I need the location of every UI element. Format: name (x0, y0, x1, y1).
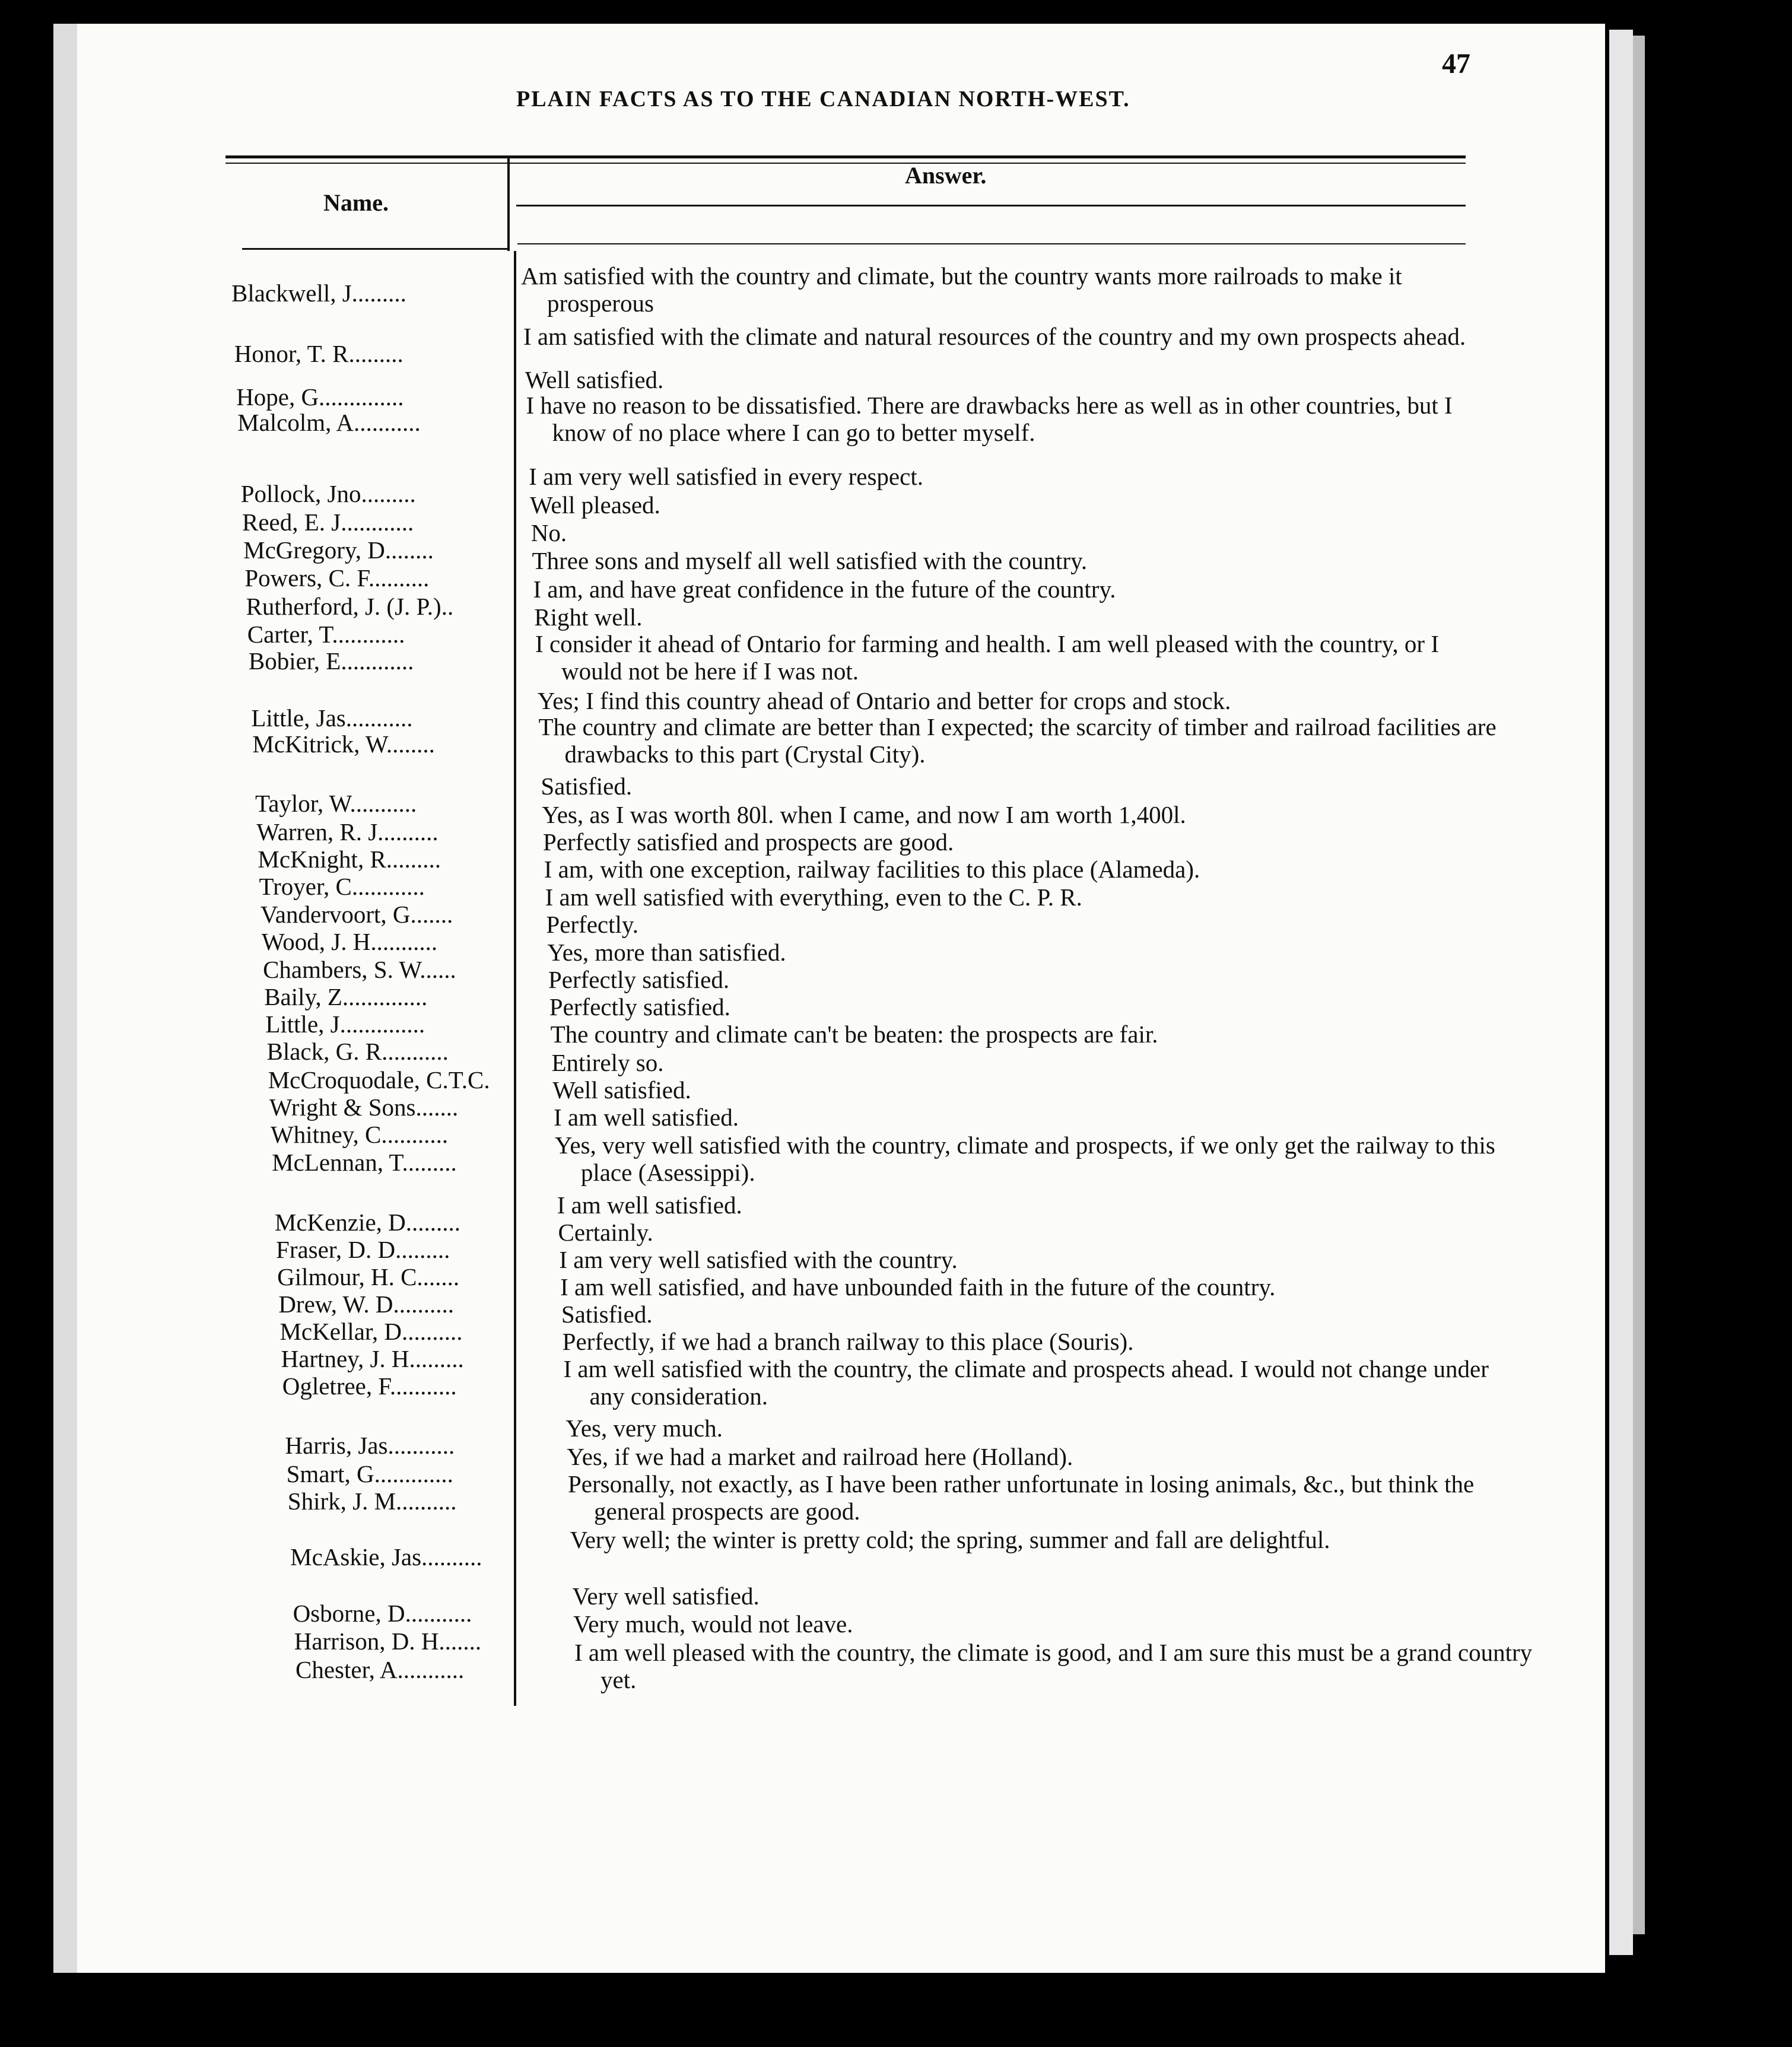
respondent-answer: Perfectly satisfied. (549, 993, 730, 1021)
respondent-name: Carter, T............ (247, 621, 405, 648)
respondent-answer: Certainly. (558, 1219, 653, 1246)
respondent-answer: I am well satisfied. (554, 1104, 739, 1131)
respondent-answer: Perfectly satisfied. (548, 966, 730, 993)
respondent-answer: I consider it ahead of Ontario for farming and health. I am well pleased with the country, or I would not be here if I was not. (535, 630, 1439, 685)
respondent-name: Little, Jas........... (251, 704, 413, 732)
respondent-answer: I am, with one exception, railway facilities to this place (Alameda). (544, 856, 1200, 883)
respondent-name: McGregory, D........ (243, 536, 434, 564)
respondent-name: Hartney, J. H......... (281, 1345, 464, 1372)
respondent-answer: Well pleased. (529, 491, 660, 519)
respondent-name: Blackwell, J......... (231, 279, 406, 307)
respondent-name: McKnight, R......... (258, 846, 441, 873)
respondent-answer: I am well satisfied, and have unbounded faith in the future of the country. (560, 1273, 1276, 1301)
respondent-answer: Personally, not exactly, as I have been rather unfortunate in losing animals, &c., but think the general prospects are good. (567, 1470, 1475, 1525)
respondent-answer: Am satisfied with the country and climate, but the country wants more railroads to make it prosperous (521, 262, 1402, 317)
respondent-name: Smart, G............. (286, 1460, 453, 1487)
respondent-name: Bobier, E............ (248, 647, 414, 675)
respondent-answer: I am satisfied with the climate and natural resources of the country and my own prospects ahead. (523, 323, 1466, 350)
answer-column-header: Answer. (905, 162, 987, 189)
respondent-name: Black, G. R........... (266, 1038, 449, 1065)
respondent-answer: No. (530, 519, 567, 546)
respondent-name: Reed, E. J............ (242, 508, 414, 536)
respondent-name: Powers, C. F.......... (244, 564, 430, 592)
respondent-name: Vandervoort, G....... (260, 901, 453, 928)
respondent-name: Drew, W. D.......... (278, 1290, 455, 1318)
respondent-answer: Very well satisfied. (572, 1582, 760, 1610)
respondent-name: Wood, J. H........... (261, 928, 438, 955)
respondent-answer: I am well pleased with the country, the climate is good, and I am sure this must be a grand country yet. (574, 1639, 1533, 1693)
respondent-answer: Perfectly, if we had a branch railway to this place (Souris). (562, 1328, 1134, 1355)
respondent-answer: Well satisfied. (552, 1076, 691, 1104)
respondent-answer: Entirely so. (551, 1049, 664, 1076)
respondent-answer: Yes, as I was worth 80l. when I came, and now I am worth 1,400l. (542, 801, 1186, 828)
respondent-name: Honor, T. R......... (234, 340, 403, 367)
respondent-answer: The country and climate are better than I expected; the scarcity of timber and railroad facilities are drawbacks to this part (Crystal City). (538, 713, 1496, 768)
respondent-name: Warren, R. J.......... (256, 818, 439, 846)
respondent-answer: I am well satisfied with the country, the climate and prospects ahead. I would not change under any consideration. (563, 1355, 1489, 1410)
page-number: 47 (1442, 48, 1470, 80)
respondent-name: McCroquodale, C.T.C. (268, 1066, 490, 1094)
respondent-name: McKellar, D.......... (279, 1318, 463, 1345)
respondent-name: Baily, Z.............. (264, 983, 428, 1010)
respondent-name: Troyer, C............ (259, 873, 425, 900)
respondent-name: Fraser, D. D......... (276, 1236, 450, 1263)
respondent-answer: Yes, if we had a market and railroad here (Holland). (567, 1443, 1073, 1470)
respondent-answer: I have no reason to be dissatisfied. There are drawbacks here as well as in other countries, but I know of no place where I can go to better myself. (526, 392, 1453, 446)
respondent-name: McAskie, Jas.......... (290, 1543, 482, 1571)
respondent-answer: Very much, would not leave. (573, 1610, 853, 1638)
respondent-answer: Satisfied. (561, 1301, 653, 1328)
respondent-answer: Well satisfied. (525, 366, 664, 393)
respondent-name: Wright & Sons....... (269, 1094, 459, 1121)
respondent-name: Osborne, D........... (293, 1600, 472, 1627)
respondent-name: Chambers, S. W...... (263, 956, 456, 983)
respondent-name: Pollock, Jno......... (240, 480, 416, 507)
respondent-answer: The country and climate can't be beaten: the prospects are fair. (550, 1021, 1158, 1048)
respondent-name: McKenzie, D......... (274, 1209, 460, 1236)
respondent-name: Malcolm, A........... (237, 409, 421, 436)
respondent-answer: Yes, more than satisfied. (547, 939, 786, 966)
respondent-answer: I am, and have great confidence in the future of the country. (533, 576, 1116, 603)
respondent-name: Hope, G.............. (236, 383, 404, 411)
respondent-answer: Three sons and myself all well satisfied with the country. (532, 547, 1088, 574)
respondent-name: Harrison, D. H....... (294, 1628, 482, 1655)
respondent-answer: Yes; I find this country ahead of Ontario and better for crops and stock. (537, 687, 1231, 714)
respondent-name: Shirk, J. M.......... (287, 1487, 457, 1515)
respondent-answer: I am well satisfied with everything, even to the C. P. R. (545, 883, 1082, 911)
respondent-answer: I am well satisfied. (557, 1191, 742, 1219)
respondent-name: Harris, Jas........... (285, 1432, 455, 1459)
respondent-name: Little, J.............. (265, 1010, 425, 1038)
respondent-name: McKitrick, W........ (252, 730, 435, 758)
respondent-name: McLennan, T......... (272, 1149, 457, 1176)
respondent-name: Ogletree, F........... (282, 1372, 457, 1400)
respondent-answer: Very well; the winter is pretty cold; the spring, summer and fall are delightful. (570, 1526, 1330, 1553)
respondent-answer: Satisfied. (541, 773, 633, 800)
respondent-answer: Right well. (534, 603, 643, 631)
respondent-name: Whitney, C........... (271, 1121, 449, 1148)
respondent-answer: Yes, very much. (565, 1415, 723, 1442)
respondent-answer: I am very well satisfied in every respect. (529, 463, 923, 490)
respondent-answer: Perfectly satisfied and prospects are good. (543, 828, 954, 856)
respondent-answer: Yes, very well satisfied with the country, climate and prospects, if we only get the railway to this place (Asessippi). (554, 1131, 1495, 1186)
respondent-answer: Perfectly. (546, 911, 638, 938)
respondent-name: Rutherford, J. (J. P.).. (246, 593, 454, 620)
respondent-name: Chester, A........... (296, 1656, 465, 1683)
name-column-header: Name. (323, 189, 389, 216)
respondent-name: Taylor, W........... (255, 790, 417, 817)
respondent-answer: I am very well satisfied with the country. (559, 1246, 958, 1273)
respondent-name: Gilmour, H. C....... (277, 1263, 460, 1290)
running-head: PLAIN FACTS AS TO THE CANADIAN NORTH-WEST. (516, 87, 1130, 112)
